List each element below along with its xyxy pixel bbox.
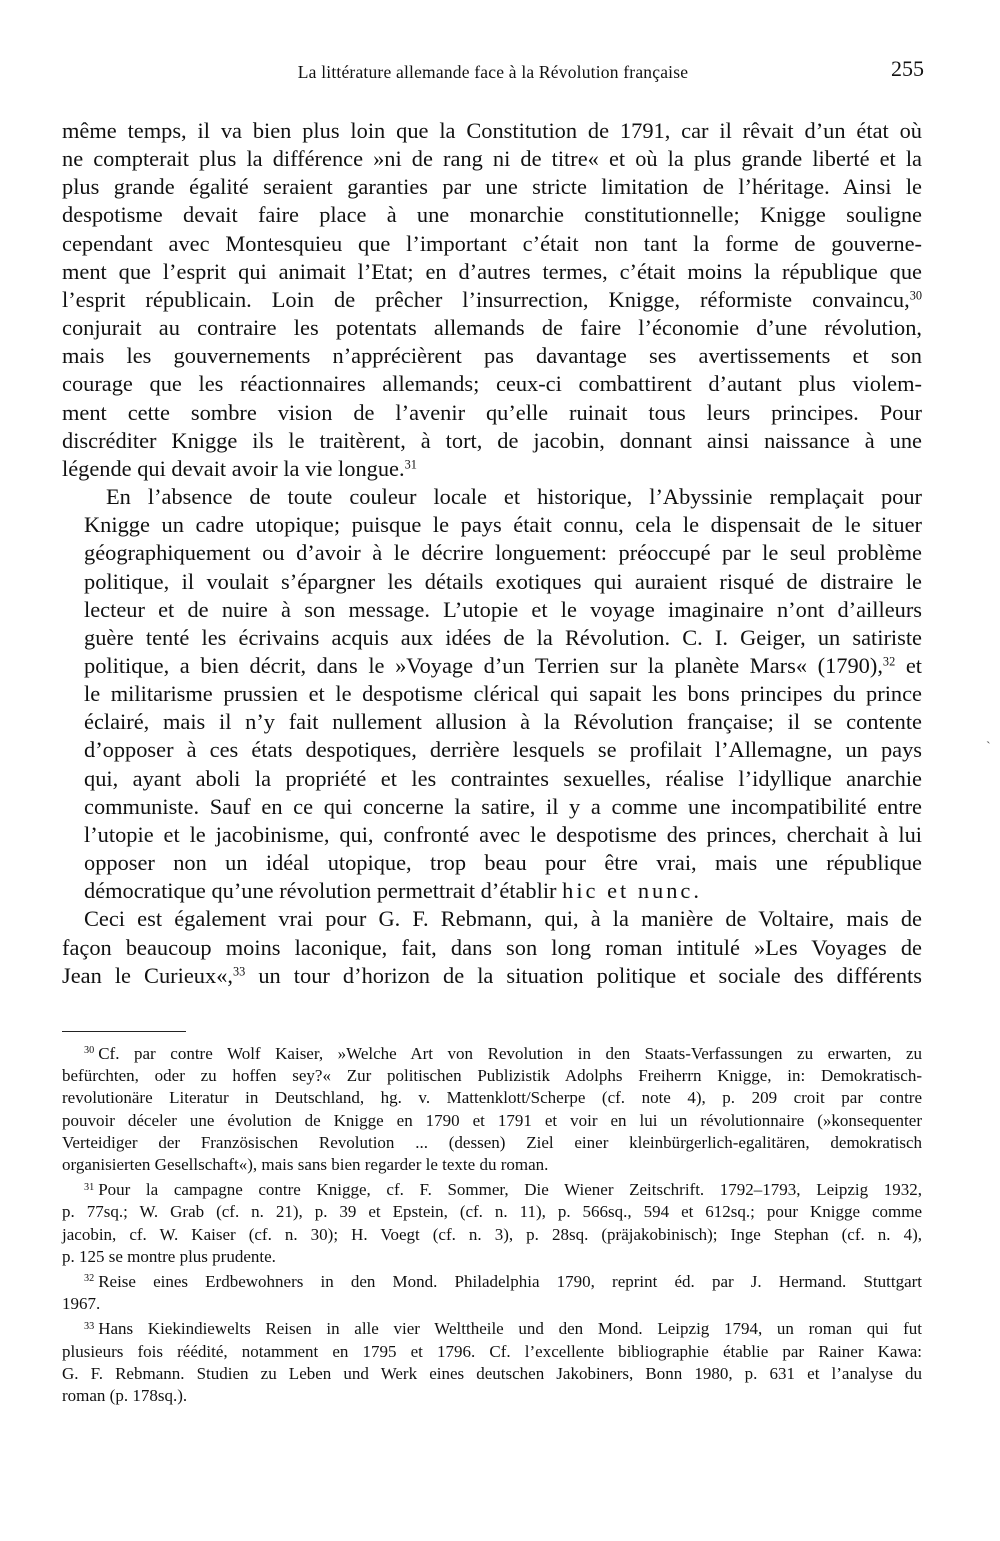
text-line: démocratique qu’une révolution permettrait d’établir hic et nunc. (84, 878, 699, 904)
text-line: lecteur et de nuire à son message. L’utopie et le voyage imaginaire n’ont d’ailleurs (84, 596, 922, 622)
footnote-line: p. 125 se montre plus prudente. (62, 1246, 276, 1266)
text-fragment: Hans Kiekindiewelts Reisen in alle vier Welttheile und den Mond. Leipzig 1794, un roman qui fut (98, 1319, 922, 1339)
footnote-line: befürchten, oder zu hoffen sey?« Zur politischen Publizistik Adolphs Freiherrn Knigge, in: Demokratisch- (62, 1066, 922, 1086)
footnote-line: jacobin, cf. W. Kaiser (cf. n. 30); H. Voegt (cf. n. 3), p. 28sq. (präjakobinisch); Inge Stephan (cf. n. 4), (62, 1224, 922, 1244)
footnote-line: p. 77sq.; W. Grab (cf. n. 21), p. 39 et Epstein, (cf. n. 11), p. 566sq., 594 et 612sq.; pour Knigge comme (62, 1202, 922, 1222)
footnote-line: roman (p. 178sq.). (62, 1386, 188, 1406)
text-line: géographiquement ou d’avoir à le décrire longuement: préoccupé par le seul problème (84, 540, 922, 566)
text-line: façon beaucoup moins laconique, fait, dans son long roman intitulé »Les Voyages de (62, 934, 922, 960)
text-line: d’opposer à ces états despotiques, derrière lesquels se profilait l’Allemagne, un pays (84, 737, 922, 763)
text-line: l’utopie et le jacobinisme, qui, confronté avec le despotisme des princes, cherchait à lui (84, 821, 922, 847)
footnote-32 (62, 1271, 922, 1315)
margin-mark: ˋ (986, 740, 991, 755)
text-line: courage que les réactionnaires allemands; ceux-ci combattirent d’autant plus violem- (62, 371, 922, 397)
text-fragment: politique, a bien décrit, dans le »Voyage d’un Terrien sur la planète Mars« (1790), (84, 652, 883, 678)
footnote-line: G. F. Rebmann. Studien zu Leben und Werk eines deutschen Jakobiners, Bonn 1980, p. 631 et l’analyse du (62, 1363, 922, 1383)
footnote-line: 1967. (62, 1294, 101, 1314)
footnotes (62, 1043, 922, 1410)
text-line: conjurait au contraire les potentats allemands de faire l’économie d’une révolution, (62, 315, 922, 341)
footnote-line (62, 1318, 922, 1340)
text-line: ne compterait plus la différence »ni de rang ni de titre« et où la plus grande liberté et la (62, 146, 922, 172)
text-line: En l’absence de toute couleur locale et historique, l’Abyssinie remplaçait pour (106, 484, 922, 510)
footnote-line (62, 1179, 922, 1201)
footnote-line (62, 1271, 922, 1293)
footnote-rule (62, 1031, 186, 1032)
text-line: mais les gouvernements n’apprécièrent pas davantage ses avertissements et son (62, 343, 922, 369)
text-fragment: légende qui devait avoir la vie longue. (62, 455, 405, 481)
text-line: discréditer Knigge ils le traitèrent, à tort, de jacobin, donnant ainsi naissance à une (62, 427, 922, 453)
text-line: communiste. Sauf en ce qui concerne la satire, il y a comme une incompatibilité entre (84, 793, 922, 819)
footnote-number: 32 (84, 1273, 95, 1285)
footnote-number: 31 (84, 1181, 95, 1193)
footnote-30 (62, 1043, 922, 1176)
footnote-line (62, 1043, 922, 1065)
page-number: 255 (891, 56, 924, 81)
text-line: plus grande égalité seraient garanties par une stricte limitation de l’héritage. Ainsi le (62, 174, 922, 200)
footnote-ref-32[interactable]: 32 (882, 654, 896, 669)
text-line: qui, ayant aboli la propriété et les contraintes sexuelles, réalise l’idyllique anarchie (84, 765, 922, 791)
running-head (62, 56, 924, 88)
footnote-33 (62, 1318, 922, 1407)
footnote-number: 30 (84, 1045, 95, 1057)
text-fragment: démocratique qu’une révolution permettrait d’établir (84, 878, 557, 904)
text-fragment: Cf. par contre Wolf Kaiser, »Welche Art von Revolution in den Staats-Verfassungen zu erwarten, zu (98, 1044, 922, 1063)
text-fragment: l’esprit républicain. Loin de prêcher l’insurrection, Knigge, réformiste convaincu, (62, 286, 910, 312)
footnote-number: 33 (84, 1320, 95, 1332)
text-line: éclairé, mais il n’y fait nullement allusion à la Révolution française; il se contente (84, 709, 922, 735)
text-line: opposer non un idéal utopique, trop beau pour être vrai, mais une république (84, 850, 922, 876)
text-line: Ceci est également vrai pour G. F. Rebmann, qui, à la manière de Voltaire, mais de (84, 906, 922, 932)
text-fragment: un tour d’horizon de la situation politique et sociale des différents (258, 962, 922, 988)
footnote-line: plusieurs fois réédité, notamment en 1795 et 1796. Cf. l’excellente bibliographie établie par Rainer Kawa: (62, 1341, 922, 1361)
text-line (62, 455, 922, 483)
footnote-line: Verteidiger der Französischen Revolution ... (dessen) Ziel einer kleinbürgerlich-egalitären, demokratisch (62, 1132, 922, 1152)
text-line (62, 652, 922, 680)
footnote-31 (62, 1179, 922, 1268)
text-fragment: Pour la campagne contre Knigge, cf. F. Sommer, Die Wiener Zeitschrift. 1792–1793, Leipzig 1932, (98, 1180, 922, 1200)
text-fragment: Jean le Curieux«, (62, 962, 233, 988)
text-line (62, 286, 922, 314)
text-line: Knigge un cadre utopique; puisque le pays était connu, cela le dispensait de le situer (84, 512, 922, 538)
footnote-line: pouvoir déceler une évolution de Knigge en 1790 et 1791 et voir en lui un révolutionnaire (»konsequenter (62, 1110, 922, 1130)
text-line: cependant avec Montesquieu que l’important c’était non tant la forme de gouverne- (62, 230, 922, 256)
text-line: ment que l’esprit qui animait l’Etat; en d’autres termes, c’était moins la république que (62, 258, 922, 284)
text-fragment: et (895, 652, 922, 678)
text-line: politique, il voulait s’épargner les détails exotiques qui auraient risqué de distraire le (84, 568, 922, 594)
footnote-line: organisierten Gesellschaft«), mais sans bien regarder le texte du roman. (62, 1155, 549, 1175)
footnote-ref-30[interactable]: 30 (909, 288, 922, 303)
text-line: guère tenté les écrivains acquis aux idées de la Révolution. C. I. Geiger, un satiriste (84, 624, 922, 650)
text-line: despotisme devait faire place à une monarchie constitutionnelle; Knigge souligne (62, 202, 922, 228)
paragraph-2 (62, 483, 922, 905)
paragraph-1 (62, 117, 922, 483)
paragraph-3 (62, 905, 922, 989)
text-line: le militarisme prussien et le despotisme clérical qui sapait les bons principes du prince (84, 681, 922, 707)
text-fragment: Reise eines Erdbewohners in den Mond. Philadelphia 1790, reprint éd. par J. Hermand. Stuttgart (98, 1272, 922, 1292)
body-text (62, 117, 922, 990)
text-line: même temps, il va bien plus loin que la Constitution de 1791, car il rêvait d’un état où (62, 118, 922, 143)
text-line (62, 962, 922, 990)
text-line: ment cette sombre vision de l’avenir qu’elle ruinait tous leurs principes. Pour (62, 399, 922, 425)
running-title: La littérature allemande face à la Révolution française (297, 62, 689, 82)
footnote-line: revolutionäre Literatur in Deutschland, hg. v. Mattenklott/Scherpe (cf. note 4), p. 209 croit par contre (62, 1088, 922, 1108)
footnote-ref-31[interactable]: 31 (404, 457, 417, 472)
footnote-ref-33[interactable]: 33 (232, 964, 246, 979)
emphasized-latin-phrase: hic et nunc (562, 878, 694, 904)
